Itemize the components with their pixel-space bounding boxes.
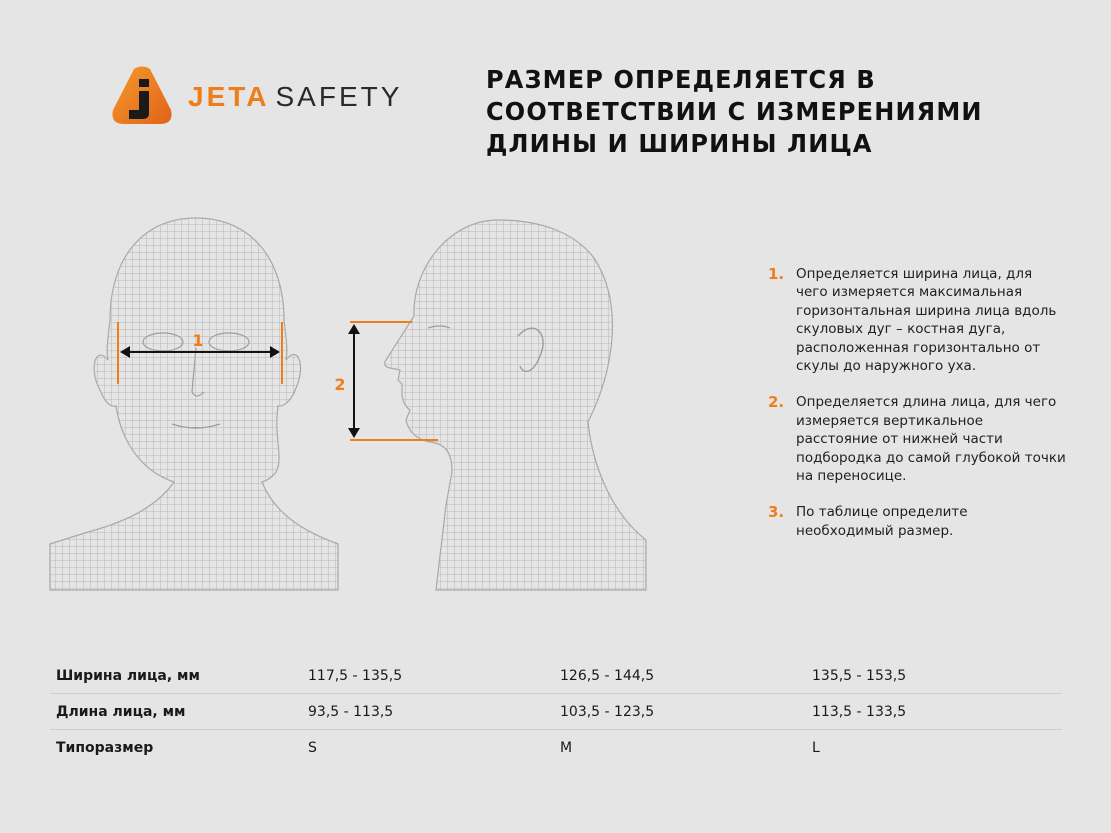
side-view-marker: 2: [334, 375, 346, 394]
step-number: 1.: [768, 265, 785, 283]
face-measurement-illustration: [48, 210, 658, 595]
step-number: 3.: [768, 503, 785, 522]
table-cell: 93,5 - 113,5: [308, 703, 394, 720]
brand-name-part2: SAFETY: [275, 81, 403, 112]
table-cell: M: [560, 739, 573, 756]
step-2: [768, 393, 1068, 485]
front-head-icon: [50, 218, 338, 590]
row-label: Типоразмер: [56, 739, 154, 756]
step-text: Определяется длина лица, для чего измеряется вертикальное расстояние от нижней части подбородка до самой глубокой точки на переносице.: [796, 394, 1066, 485]
jeta-logo-mark-icon: [110, 66, 174, 126]
brand-name-part1: JETA: [188, 81, 270, 112]
table-cell: 126,5 - 144,5: [560, 667, 655, 684]
brand-name: [188, 81, 402, 113]
step-1: [768, 265, 1068, 375]
row-label: Ширина лица, мм: [56, 667, 200, 684]
table-row: [50, 658, 1062, 694]
table-cell: S: [308, 739, 317, 756]
table-cell: 103,5 - 123,5: [560, 703, 655, 720]
side-head-icon: [385, 220, 646, 590]
table-row: [50, 694, 1062, 730]
front-view-marker: 1: [192, 331, 204, 350]
table-cell: 113,5 - 133,5: [812, 703, 907, 720]
table-cell: 117,5 - 135,5: [308, 667, 403, 684]
table-cell: 135,5 - 153,5: [812, 667, 907, 684]
table-cell: L: [812, 739, 820, 756]
instruction-steps: [768, 265, 1068, 558]
page-title: РАЗМЕР ОПРЕДЕЛЯЕТСЯ В СООТВЕТСТВИИ С ИЗМЕРЕНИЯМИ ДЛИНЫ И ШИРИНЫ ЛИЦА: [486, 65, 983, 158]
brand-logo: [110, 66, 403, 128]
row-label: Длина лица, мм: [56, 703, 186, 720]
step-number: 2.: [768, 393, 785, 412]
step-text: По таблице определите необходимый размер.: [796, 504, 968, 539]
table-row: [50, 730, 1062, 766]
step-text: Определяется ширина лица, для чего измеряется максимальная горизонтальная ширина лица вдоль скуловых дуг – костная дуга, расположенная горизонтально от скулы до наружного уха.: [796, 266, 1057, 375]
size-table: [50, 658, 1062, 765]
step-3: [768, 503, 1068, 540]
